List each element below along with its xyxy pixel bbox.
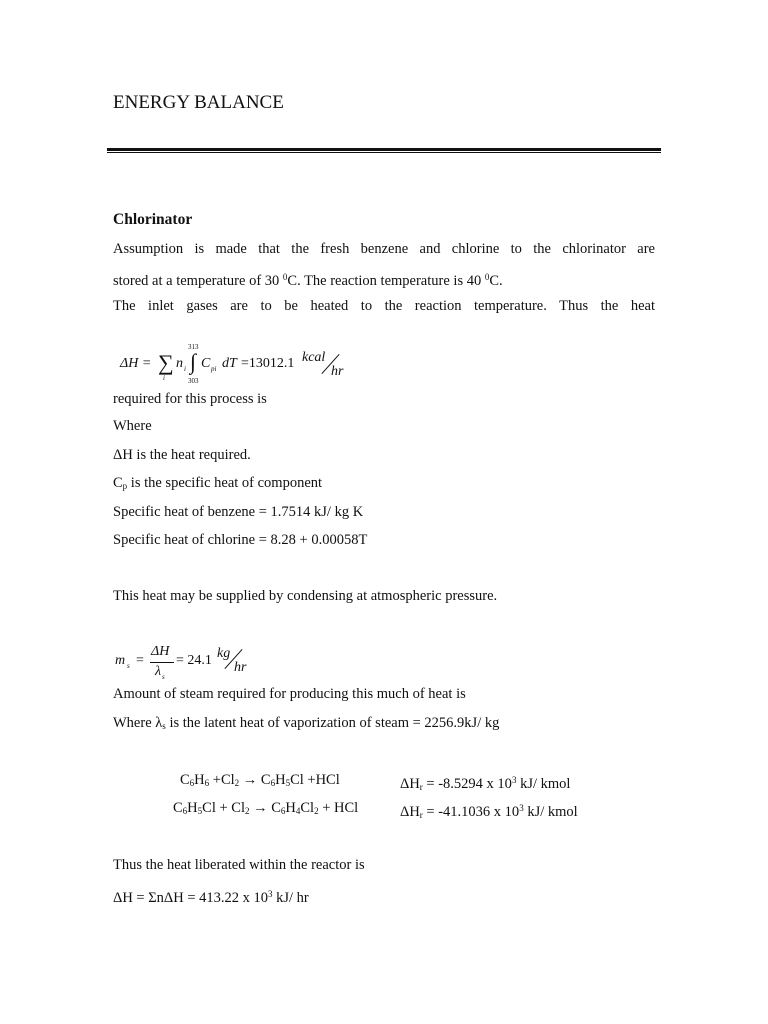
eq-n: n [176, 356, 183, 371]
title-rule-thick [107, 148, 661, 151]
eq2-den-sub: s [162, 673, 165, 681]
eq-unit-num: kcal [302, 350, 326, 365]
eq2-num: ΔH [151, 644, 170, 659]
reaction-1: $C_6H_6 +Cl_2 \to C_6H_5Cl +HCl$ [180, 772, 340, 788]
integral-upper: 313 [188, 343, 199, 351]
integral-symbol: ∫ [190, 349, 197, 374]
arrow-icon: → [253, 800, 268, 816]
eq2-value: = 24.1 [176, 653, 212, 668]
paragraph-line: Specific heat of chlorine = 8.28 + 0.00058T [113, 532, 368, 548]
arrow-icon: → [242, 772, 258, 788]
paragraph-line: stored at a temperature of 30 $^0$C. The reaction temperature is 40 $^0$C. [113, 272, 503, 289]
title-rule-thin [107, 152, 661, 153]
reaction-1-enthalpy: $\Delta H_r = -8.5294$ x $10^3$ kJ/ kmol [400, 775, 571, 792]
paragraph-line: ΔH is the heat required. [113, 447, 251, 463]
section-heading: Chlorinator [113, 211, 193, 228]
eq2-fraction-bar [150, 662, 174, 663]
eq2-m-sub: s [127, 662, 130, 670]
page-title: ENERGY BALANCE [113, 92, 284, 113]
eq2-unit-den: hr [234, 660, 247, 675]
eq2-unit-num: kg [217, 646, 231, 661]
sum-index: i [163, 374, 165, 382]
paragraph-line: Amount of steam required for producing this much of heat is [113, 686, 466, 702]
eq2-den: λ [155, 664, 162, 679]
eq-c-sub: pi [211, 365, 217, 373]
eq2-equals: = [136, 653, 144, 668]
eq-value: =13012.1 [241, 356, 295, 371]
paragraph-line: required for this process is [113, 391, 267, 407]
paragraph-line: Where [113, 418, 152, 434]
eq-unit-den: hr [331, 364, 344, 379]
paragraph-line: This heat may be supplied by condensing at atmospheric pressure. [113, 588, 498, 604]
eq-c: C [201, 356, 211, 371]
paragraph-line: Thus the heat liberated within the reactor is [113, 857, 365, 873]
sum-symbol: ∑ [158, 350, 174, 375]
paragraph-line: Where $\lambda_s$ is the latent heat of vaporization of steam = 2256.9kJ/ kg [113, 715, 500, 731]
eq2-m: m [115, 653, 126, 668]
reaction-2: $C_6H_5Cl + Cl_2 \to C_6H_4Cl_2$ + HCl [173, 800, 359, 816]
integral-lower: 303 [188, 377, 199, 385]
paragraph-line: Specific heat of benzene = 1.7514 kJ/ kg K [113, 504, 364, 520]
paragraph-line: The inlet gases are to be heated to the reaction temperature. Thus the heat [113, 298, 655, 314]
eq-n-sub: i [184, 365, 186, 373]
reaction-2-enthalpy: $\Delta H_r = -41.1036$ x $10^3$ kJ/ kmol [400, 803, 578, 820]
eq-dt: dT [222, 356, 237, 371]
paragraph-line: $C_p$ is the specific heat of component [113, 475, 323, 491]
paragraph-line: ΔH = ΣnΔH = 413.22 x $10^3$ kJ/ hr [113, 889, 309, 906]
eq-lhs: ΔH = [120, 356, 152, 371]
paragraph-line: Assumption is made that the fresh benzene and chlorine to the chlorinator are [113, 241, 655, 257]
